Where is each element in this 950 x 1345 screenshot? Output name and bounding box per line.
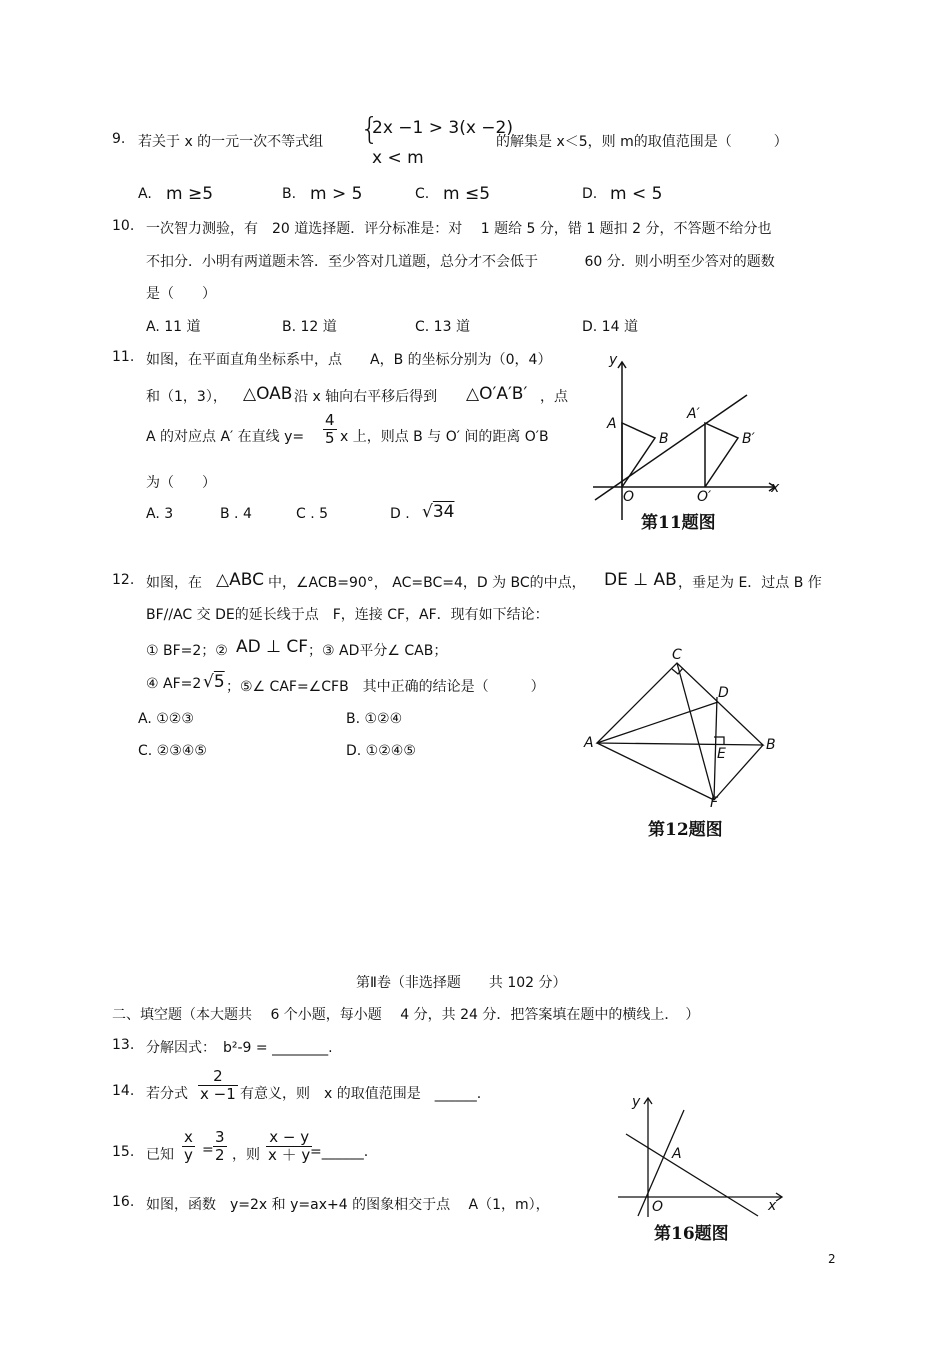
- q15-equals: =: [202, 1142, 214, 1158]
- q9-inequality-1: 2x −1 > 3(x −2): [372, 118, 513, 138]
- q11-option-d-sqrt: √34: [422, 502, 455, 522]
- q12-line-1e: ，垂足为 E．过点 B 作: [678, 575, 822, 591]
- q15-frac3-numerator: x − y: [266, 1129, 312, 1147]
- q12-option-b: B. ①②④: [346, 711, 403, 727]
- q15-frac2-denominator: 2: [215, 1146, 225, 1165]
- q15-fraction-expr: [266, 1129, 312, 1165]
- q11-option-d: D .: [390, 506, 410, 522]
- q9-number: 9.: [112, 131, 126, 147]
- q9-option-a: m ≥5: [166, 184, 214, 204]
- q11-line-3b: x 上，则点 B 与 O′ 间的距离 O′B: [340, 429, 549, 445]
- q10-option-b: B. 12 道: [282, 319, 337, 335]
- q14-prefix: 若分式: [146, 1086, 188, 1102]
- q11-figure: [585, 350, 785, 539]
- q9-suffix: 的解集是 x＜5，则 m的取值范围是（ ）: [496, 134, 788, 150]
- q16-text: 如图，函数 y=2x 和 y=ax+4 的图象相交于点 A（1，m），: [146, 1197, 550, 1213]
- q12-line-1a: 如图，在: [146, 575, 202, 591]
- q12-fig-label-c: C: [672, 647, 682, 663]
- q14-fraction-denominator: x −1: [200, 1085, 236, 1104]
- q11-option-c: C . 5: [296, 506, 329, 522]
- q16-fig-label-y: y: [632, 1094, 641, 1110]
- q11-fig-label-b: B: [659, 431, 669, 447]
- q11-line-2c: 沿 x 轴向右平移后得到: [294, 389, 438, 405]
- q11-figure-caption: 第11题图: [641, 513, 716, 533]
- part2-title: 第Ⅱ卷（非选择题 共 102 分）: [356, 975, 567, 991]
- q12-fig-label-b: B: [766, 737, 776, 753]
- q11-fig-label-b-prime: B′: [742, 431, 755, 447]
- q12-triangle-abc: △ABC: [216, 570, 264, 590]
- q9-option-c: m ≤5: [443, 184, 491, 204]
- q12-option-a: A. ①②③: [138, 711, 194, 727]
- q12-sqrt: √5: [203, 672, 225, 692]
- q12-fig-label-a: A: [584, 735, 594, 751]
- page-number: 2: [828, 1252, 836, 1266]
- q11-option-b: B . 4: [220, 506, 252, 522]
- section-fill-in-blank: 二、填空题（本大题共 6 个小题，每小题 4 分，共 24 分．把答案填在题中的横线上． ）: [112, 1007, 700, 1023]
- q15-prefix: 已知: [146, 1147, 174, 1163]
- q12-de-perp-ab: DE ⊥ AB: [604, 570, 677, 590]
- q11-triangle-oab: △OAB: [243, 384, 293, 404]
- q12-option-c: C. ②③④⑤: [138, 743, 207, 759]
- q16-fig-label-x: x: [768, 1198, 777, 1214]
- q15-suffix: =______.: [310, 1144, 369, 1160]
- q11-line-1: 如图，在平面直角坐标系中，点 A，B 的坐标分别为（0，4）: [146, 352, 552, 368]
- q9-prefix: 若关于 x 的一元一次不等式组: [138, 134, 324, 150]
- q12-line-2: BF//AC 交 DE的延长线于点 F，连接 CF，AF．现有如下结论：: [146, 607, 549, 623]
- q12-number: 12.: [112, 572, 135, 588]
- q10-line-1: 一次智力测验，有 20 道选择题．评分标准是：对 1 题给 5 分，错 1 题扣 2 分，不答题不给分也: [146, 221, 772, 237]
- q12-ad-perp-cf: AD ⊥ CF: [236, 637, 308, 657]
- q12-line-1c: 中，∠ACB=90°， AC=BC=4，D 为 BC的中点，: [268, 575, 586, 591]
- q11-fig-label-y: y: [609, 352, 618, 368]
- q14-fraction-numerator: 2: [198, 1068, 238, 1086]
- q15-frac3-denominator: x ＋ y: [268, 1146, 311, 1165]
- q9-option-d-letter: D.: [582, 186, 598, 202]
- q9-option-a-letter: A.: [138, 186, 152, 202]
- q14-fraction: [198, 1068, 238, 1104]
- q14-suffix: 有意义，则 x 的取值范围是 ______.: [240, 1086, 482, 1102]
- q11-number: 11.: [112, 349, 135, 365]
- q12-figure-caption: 第12题图: [648, 820, 723, 840]
- q13-text: 分解因式： b²-9 = ________.: [146, 1040, 333, 1056]
- q12-line-4c: ；⑤∠ CAF=∠CFB 其中正确的结论是（ ）: [226, 679, 545, 695]
- q11-line-2a: 和（1，3），: [146, 389, 227, 405]
- q13-number: 13.: [112, 1037, 135, 1053]
- q9-option-c-letter: C.: [415, 186, 430, 202]
- q10-line-3: 是（ ）: [146, 286, 216, 302]
- q15-frac2-numerator: 3: [215, 1128, 225, 1146]
- q12-sqrt-radicand: 5: [213, 672, 225, 692]
- q15-mid: ，则: [232, 1147, 260, 1163]
- q10-number: 10.: [112, 218, 135, 234]
- q11-fig-label-o: O: [623, 489, 635, 505]
- q16-number: 16.: [112, 1194, 135, 1210]
- q9-brace: {: [360, 112, 380, 147]
- q12-figure: [580, 645, 780, 844]
- q15-number: 15.: [112, 1144, 135, 1160]
- q11-fraction-numerator: 4: [325, 411, 335, 429]
- q16-fig-label-a: A: [672, 1146, 682, 1162]
- q11-fig-label-o-prime: O′: [697, 489, 712, 505]
- q16-fig-label-o: O: [652, 1199, 664, 1215]
- q11-option-a: A. 3: [146, 506, 174, 522]
- q12-line-3c: ；③ AD平分∠ CAB；: [308, 643, 448, 659]
- q11-triangle-prime: △O′A′B′: [466, 384, 528, 404]
- q9-option-b: m > 5: [310, 184, 363, 204]
- q12-fig-label-d: D: [718, 685, 729, 701]
- q9-inequality-2: x < m: [372, 148, 424, 168]
- q12-line-3a: ① BF=2；②: [146, 643, 228, 659]
- q16-figure: [612, 1092, 792, 1246]
- q15-frac1-denominator: y: [184, 1146, 193, 1165]
- q10-line-2: 不扣分．小明有两道题未答．至少答对几道题，总分才不会低于 60 分．则小明至少答对的题数: [146, 254, 775, 270]
- q10-option-c: C. 13 道: [415, 319, 470, 335]
- q14-number: 14.: [112, 1083, 135, 1099]
- q12-line-4a: ④ AF=2: [146, 676, 202, 692]
- q11-fig-label-a: A: [607, 416, 617, 432]
- q10-option-d: D. 14 道: [582, 319, 638, 335]
- q11-option-d-radicand: 34: [432, 502, 455, 522]
- q9-option-d: m < 5: [610, 184, 663, 204]
- q11-fraction: [323, 412, 337, 448]
- q11-fig-label-a-prime: A′: [687, 406, 700, 422]
- q16-figure-caption: 第16题图: [654, 1224, 729, 1244]
- q15-fraction-xy: [182, 1129, 195, 1165]
- q9-option-b-letter: B.: [282, 186, 297, 202]
- q12-fig-label-f: F: [710, 795, 719, 811]
- q11-line-2e: ，点: [540, 389, 568, 405]
- q15-fraction-32: [213, 1129, 227, 1165]
- q11-line-4: 为（ ）: [146, 475, 216, 491]
- q11-line-3a: A 的对应点 A′ 在直线 y=: [146, 429, 305, 445]
- q11-fraction-denominator: 5: [325, 429, 335, 448]
- q11-fig-label-x: x: [771, 480, 780, 496]
- q15-frac1-numerator: x: [184, 1128, 193, 1146]
- q12-option-d: D. ①②④⑤: [346, 743, 416, 759]
- q10-option-a: A. 11 道: [146, 319, 201, 335]
- q12-fig-label-e: E: [717, 746, 726, 762]
